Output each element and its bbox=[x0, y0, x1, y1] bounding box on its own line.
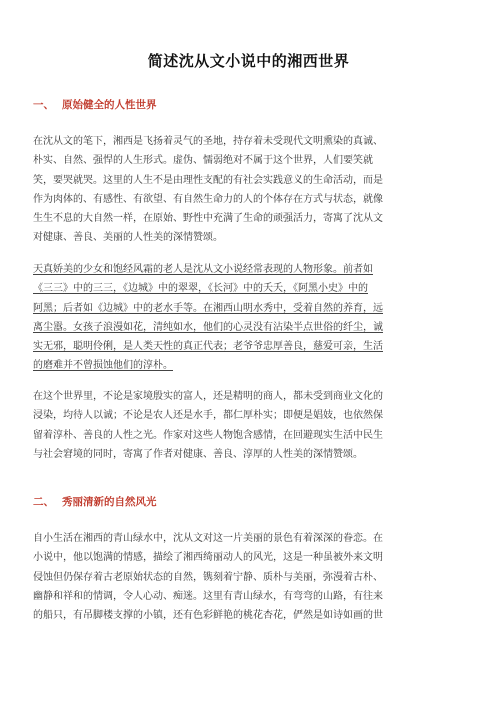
section-heading-text: 原始健全的人性世界 bbox=[62, 99, 157, 111]
paragraph-line: 实无邪，聪明伶俐，是人类天性的真正代表；老爷爷忠厚善良，慈爱可亲，生活 bbox=[33, 341, 383, 353]
section-number: 二、 bbox=[33, 496, 54, 508]
paragraph bbox=[33, 529, 465, 625]
section-heading-1 bbox=[33, 97, 157, 112]
underlined-paragraph bbox=[33, 260, 465, 376]
paragraph bbox=[33, 387, 465, 464]
section-heading-2 bbox=[33, 494, 157, 509]
paragraph bbox=[33, 132, 465, 248]
section-number: 一、 bbox=[33, 99, 54, 111]
paragraph-line: 自小生活在湘西的青山绿水中，沈从文对这一片美丽的景色有着深深的眷恋。在 bbox=[33, 533, 383, 544]
paragraph-line: 阿黑；后者如《边城》中的老水手等。在湘西山明水秀中，受着自然的养育，远 bbox=[33, 302, 383, 314]
paragraph-line: 生生不息的大自然一样，在原始、野性中充满了生命的顽强活力，寄寓了沈从文 bbox=[33, 213, 383, 225]
document-title: 简述沈从文小说中的湘西世界 bbox=[147, 52, 350, 70]
paragraph-line: 浸染，均待人以诚；不论是农人还是水手，都仁厚朴实；即便是娼妓，也依然保 bbox=[33, 410, 383, 422]
paragraph-line: 对健康、善良、美丽的人性美的深情赞颂。 bbox=[33, 232, 223, 244]
paragraph-line: 作为肉体的、有感性、有欲望、有自然生命力的人的个体存在方式与状态，就像 bbox=[33, 193, 383, 205]
paragraph-line: 在沈从文的笔下，湘西是飞扬着灵气的圣地，持存着未受现代文明熏染的真诚、 bbox=[33, 136, 383, 147]
paragraph-line: 侵蚀但仍保存着古老原始状态的自然，镌刻着宁静、质朴与美丽，弥漫着古朴、 bbox=[33, 571, 383, 583]
paragraph-line: 朴实、自然、强悍的人生形式。虚伪、懦弱绝对不属于这个世界，人们要笑就 bbox=[33, 155, 373, 167]
paragraph-line: 离尘嚣。女孩子浪漫如花，清纯如水，他们的心灵没有沾染半点世俗的纤尘，诚 bbox=[33, 321, 383, 333]
paragraph-line: 小说中，他以饱满的情感，描绘了湘西绮丽动人的风光，这是一种虽被外来文明 bbox=[33, 552, 383, 564]
paragraph-line: 留着淳朴、善良的人性之光。作家对这些人物饱含感情，在回避现实生活中民生 bbox=[33, 429, 383, 441]
paragraph-line: 笑，要哭就哭。这里的人生不是由理性支配的有社会实践意义的生命活动，而是 bbox=[33, 174, 383, 186]
paragraph-line: 天真娇美的少女和饱经风霜的老人是沈从文小说经常表现的人物形象。前者如 bbox=[33, 264, 373, 275]
paragraph-line: 在这个世界里，不论是家境殷实的富人，还是精明的商人，都未受到商业文化的 bbox=[33, 391, 383, 402]
paragraph-line: 的船只，有吊脚楼支撑的小镇，还有色彩鲜艳的桃花杏花，俨然是如诗如画的世 bbox=[33, 610, 383, 622]
paragraph-line: 与社会窘境的同时，寄寓了作者对健康、善良、淳厚的人性美的深情赞颂。 bbox=[33, 448, 363, 460]
section-heading-text: 秀丽清新的自然风光 bbox=[62, 496, 157, 508]
paragraph-line: 的磨难并不曾损蚀他们的淳朴。 bbox=[33, 360, 173, 372]
paragraph-line: 《三三》中的三三，《边城》中的翠翠，《长河》中的夭夭，《阿黑小史》中的 bbox=[33, 283, 368, 295]
paragraph-line: 幽静和祥和的情调，令人心动、痴迷。这里有青山绿水，有弯弯的山路，有往来 bbox=[33, 590, 383, 602]
